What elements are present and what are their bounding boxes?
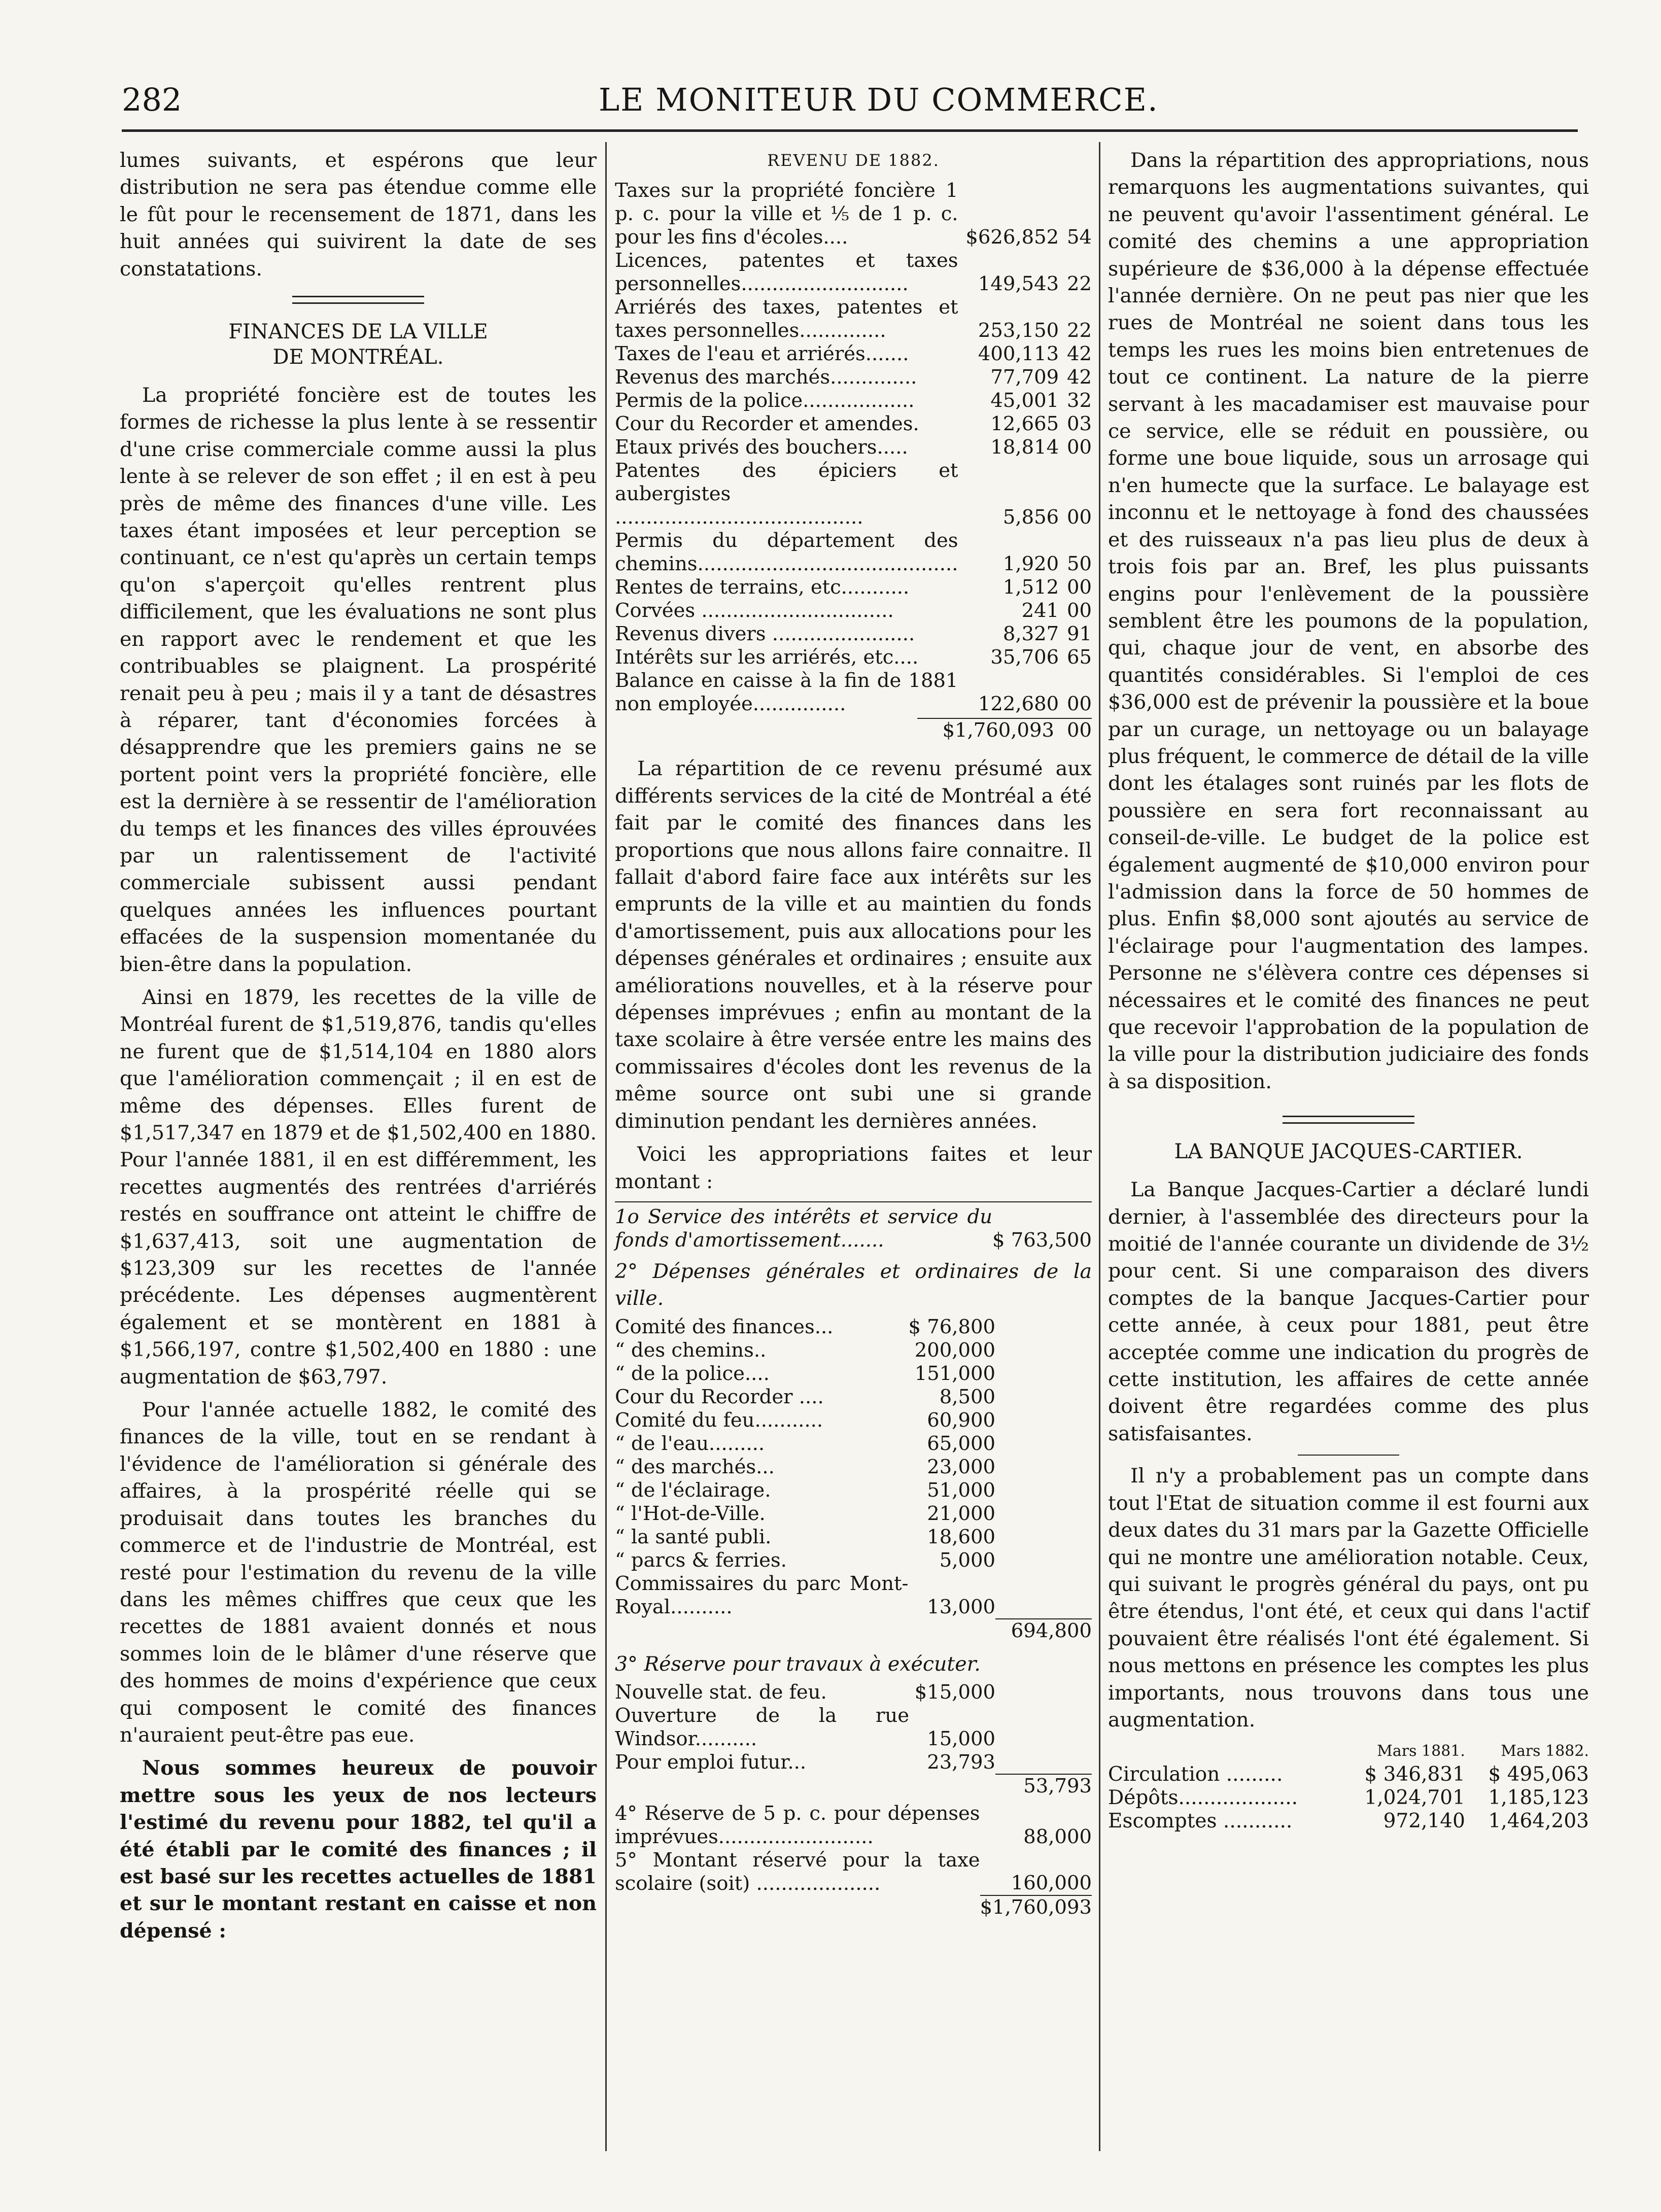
revenue-row (615, 576, 1092, 599)
revenue-amount: 253,150 (978, 319, 1059, 342)
revenue-row (615, 599, 1092, 623)
revenue-amount: 1,920 (1002, 552, 1059, 576)
empty-cell (995, 1316, 1092, 1339)
bank-value-1882: 1,464,203 (1488, 1810, 1589, 1833)
appropriation-amount: 23,793 (927, 1751, 995, 1774)
column-divider-2 (1099, 142, 1100, 2151)
revenue-amount: 1,512 (1002, 576, 1059, 599)
revenue-row (615, 296, 1092, 342)
revenue-title: REVENU DE 1882. (767, 151, 940, 170)
empty-cell (995, 1456, 1092, 1479)
appropriation-amount: 65,000 (927, 1432, 995, 1455)
s4-amount: 88,000 (1023, 1825, 1092, 1849)
col1-intro: lumes suivants, et espérons que leur distribution ne sera pas étendue comme elle le fût pour le recensement de 1871, dans les huit années qui suivirent la date de ses constatations. (120, 149, 597, 281)
bank-title: LA BANQUE JACQUES-CARTIER. (1174, 1140, 1523, 1164)
appropriation-amount: $15,000 (914, 1681, 995, 1704)
col3-paragraph-3: Il n'y a probablement pas un compte dans tout l'Etat de situation comme il est fourni aux deux dates du 31 mars par la Gazette Officielle qui ne montre une amélioration notable. Ceux, qui suivant le progrès général du pays, ont pu être étendus, l'ont été, et ceux qui dans l'actif pouvaient être réalisés l'ont été également. Si nous mettons en présence les comptes les plus importants, nous trouvons dans tous une augmentation. (1108, 1464, 1589, 1732)
s2-label: 2° Dépenses générales et ordinaires de la ville. (615, 1259, 1092, 1310)
revenue-label: Corvées ............................... (615, 599, 894, 623)
appropriation-row (615, 1502, 1092, 1526)
appropriation-label: “ parcs & ferries. (615, 1548, 787, 1572)
revenue-label: Taxes sur la propriété foncière 1 p. c. pour la ville et ⅕ de 1 p. c. pour les fins d'écoles.... (615, 179, 958, 249)
revenue-label: Permis de la police.................. (615, 389, 915, 412)
appropriation-amount: 51,000 (927, 1478, 995, 1502)
appropriation-label: “ l'Hot-de-Ville. (615, 1502, 766, 1525)
bank-value-1882: 1,185,123 (1488, 1786, 1589, 1810)
s1-label: 1o Service des intérêts et service du fonds d'amortissement....... (615, 1205, 993, 1252)
finances-title (120, 319, 597, 370)
appropriation-label: “ de l'éclairage. (615, 1478, 771, 1502)
appropriation-row (615, 1549, 1092, 1572)
appropriation-row (615, 1386, 1092, 1409)
revenue-label: Etaux privés des bouchers..... (615, 436, 908, 459)
empty-cell (995, 1339, 1092, 1362)
appropriation-amount: 23,000 (927, 1455, 995, 1478)
revenue-amount: 122,680 (978, 693, 1059, 716)
revenue-total-cents: 00 (1054, 718, 1092, 742)
appropriations-s1 (615, 1205, 1092, 1252)
empty-cell (995, 1479, 1092, 1502)
appropriation-amount: 21,000 (927, 1502, 995, 1525)
revenue-cents: 42 (1067, 366, 1092, 389)
revenue-cents: 65 (1067, 646, 1092, 669)
revenue-row (615, 179, 1092, 249)
revenue-amount: 35,706 (990, 646, 1059, 669)
appropriation-amount: $ 76,800 (908, 1315, 995, 1338)
bank-row-label: Dépôts................... (1108, 1786, 1298, 1810)
revenue-amount: 400,113 (978, 342, 1059, 366)
revenue-label: Revenus divers ....................... (615, 623, 915, 646)
appropriation-row (615, 1479, 1092, 1502)
empty-cell (995, 1526, 1092, 1549)
column-divider-1 (605, 142, 607, 2151)
empty-cell (995, 1502, 1092, 1526)
empty-cell (995, 1572, 1092, 1619)
col3-paragraph-1: Dans la répartition des appropriations, nous remarquons les augmentations suivantes, qui ne peuvent qu'avoir l'assentiment général. Le comité des chemins a une appropriation supérieure de $36,000 à la dépense effectuée l'année dernière. On ne peut pas nier que les rues de Montréal ne soient dans tous les temps les rues les moins bien entretenues de tout ce continent. La nature de la pierre servant à les macadamiser est mauvaise pour ce service, elle se réduit en poussière, ou forme une boue liquide, sous un arrosage qui n'en humecte que la surface. Le balayage est inconnu et le nettoyage à fond des chaussées et des ruisseaux n'a pas lieu plus de deux à trois fois par an. Bref, les plus puissants engins pour l'enlèvement de la poussière semblent être les poumons de la population, qui, chaque jour de vent, en absorbe des quantités considérables. Si l'emploi de ces $36,000 est de prévenir la poussière et la boue par un curage, un nettoyage ou un balayage plus fréquent, le commerce de détail de la ville dont les étalages sont ruinés par les flots de poussière en sera fort reconnaissant au conseil-de-ville. Le budget de la police est également augmenté de $10,000 environ pour l'admission dans la force de 50 hommes de plus. Enfin $8,000 sont ajoutés au service de l'éclairage pour l'augmentation des lampes. Personne ne s'élèvera contre ces dépenses si nécessaires et le comité des finances ne peut que recevoir l'approbation de la population de la ville pour la distribution judiciaire des fonds à sa disposition. (1108, 149, 1589, 1093)
revenue-label: Revenus des marchés.............. (615, 366, 917, 389)
revenue-amount: 5,856 (1002, 506, 1059, 529)
revenue-label: Balance en caisse à la fin de 1881 non employée............... (615, 669, 958, 716)
appropriation-amount: 151,000 (914, 1362, 995, 1385)
bank-value-1882: $ 495,063 (1488, 1763, 1589, 1786)
appropriation-label: “ de l'eau......... (615, 1432, 765, 1455)
appropriation-label: Comité des finances... (615, 1315, 834, 1338)
bank-head-1881: Mars 1881. (1377, 1742, 1465, 1760)
appropriation-label: Comité du feu........... (615, 1408, 823, 1432)
appropriation-label: Commissaires du parc Mont-Royal.......... (615, 1572, 909, 1618)
revenue-amount: 12,665 (990, 412, 1059, 436)
appropriation-row (615, 1704, 1092, 1751)
empty-cell (995, 1432, 1092, 1456)
revenue-cents: 00 (1067, 693, 1092, 716)
empty-cell (995, 1681, 1092, 1704)
revenue-label: Permis du département des chemins.......................................... (615, 529, 958, 576)
appropriation-row (615, 1456, 1092, 1479)
grand-total: $1,760,093 (980, 1896, 1092, 1919)
empty-cell (995, 1362, 1092, 1386)
appropriation-row (615, 1409, 1092, 1432)
s1-amount: $ 763,500 (992, 1228, 1092, 1252)
revenue-cents: 00 (1067, 506, 1092, 529)
appropriation-label: “ des marchés... (615, 1455, 775, 1478)
appropriations-rule (615, 1201, 1092, 1202)
appropriation-row (615, 1751, 1092, 1774)
revenue-cents: 22 (1067, 272, 1092, 296)
revenue-row (615, 623, 1092, 646)
column-3 (1108, 147, 1589, 1833)
revenue-row (615, 342, 1092, 366)
revenue-amount: 77,709 (990, 366, 1059, 389)
empty-cell (995, 1386, 1092, 1409)
appropriation-label: Nouvelle stat. de feu. (615, 1681, 827, 1704)
col2-paragraph-2: Voici les appropriations faites et leur montant : (615, 1143, 1092, 1193)
column-2 (615, 147, 1092, 1919)
header-rule (122, 129, 1578, 132)
revenue-row (615, 366, 1092, 389)
appropriation-amount: 18,600 (927, 1525, 995, 1548)
s2-total: 694,800 (995, 1619, 1092, 1643)
col3-paragraph-2: La Banque Jacques-Cartier a déclaré lundi dernier, à l'assemblée des directeurs pour la moitié de l'année courante un dividende de 3½ pour cent. Si une comparaison des divers comptes de la banque Jacques-Cartier pour cette année, à ceux pour 1881, peut être acceptée comme une indication du progrès de cette institution, les affaires de cette année doivent être regardées comme des plus satisfaisantes. (1108, 1178, 1589, 1445)
s5-label: 5° Montant réservé pour la taxe scolaire (soit) .................... (615, 1849, 980, 1895)
appropriation-amount: 200,000 (914, 1338, 995, 1362)
empty-cell (995, 1704, 1092, 1751)
appropriation-amount: 13,000 (927, 1595, 995, 1618)
appropriation-label: Ouverture de la rue Windsor.......... (615, 1704, 909, 1751)
appropriation-row (615, 1681, 1092, 1704)
bank-row-label: Circulation ......... (1108, 1763, 1283, 1786)
bank-row-label: Escomptes ........... (1108, 1810, 1293, 1833)
revenue-cents: 00 (1067, 436, 1092, 459)
appropriation-label: Cour du Recorder .... (615, 1385, 824, 1408)
appropriations-s4-s5 (615, 1802, 1092, 1919)
masthead: LE MONITEUR DU COMMERCE. (599, 81, 1159, 118)
revenue-label: Rentes de terrains, etc........... (615, 576, 910, 599)
revenue-row (615, 249, 1092, 296)
appropriation-label: “ des chemins.. (615, 1338, 767, 1362)
revenue-row (615, 459, 1092, 529)
bank-row (1108, 1763, 1589, 1786)
revenue-cents: 54 (1067, 226, 1092, 249)
revenue-amount: 18,814 (990, 436, 1059, 459)
revenue-label: Licences, patentes et taxes personnelles........................... (615, 249, 958, 296)
empty-cell (995, 1751, 1092, 1774)
column-1 (120, 147, 597, 1951)
col2-paragraph-1: La répartition de ce revenu présumé aux différents services de la cité de Montréal a été fait par le comité des finances dans les proportions que nous allons faire connaitre. Il fallait d'abord faire face aux intérêts sur les emprunts de la ville et au maintien du fonds d'amortissement, puis aux allocations pour les dépenses générales et ordinaires ; ensuite aux améliorations nouvelles, et à la réserve pour dépenses imprévues ; enfin au montant de la taxe scolaire à être versée entre les mains des commissaires d'écoles dont les revenus de la même source ont subi une si grande diminution pendant les dernières années. (615, 757, 1092, 1133)
revenue-label: Patentes des épiciers et aubergistes ........................................ (615, 459, 958, 529)
short-rule (1298, 1455, 1399, 1456)
empty-cell (995, 1549, 1092, 1572)
revenue-row (615, 529, 1092, 576)
col1-paragraph-2: Ainsi en 1879, les recettes de la ville de Montréal furent de $1,519,876, tandis qu'elles ne furent que de $1,514,104 en 1880 alors que l'amélioration commençait ; il en est de même des dépenses. Elles furent de $1,517,347 en 1879 et de $1,502,400 en 1880. Pour l'année 1881, il en est différemment, les recettes augmentés des rentrées d'arriérés restés en souffrance ont atteint le chiffre de $1,637,413, soit une augmentation de $123,309 sur les recettes de l'année précédente. Les dépenses augmentèrent également et se montèrent en 1881 à $1,566,197, contre $1,502,400 en 1880 : une augmentation de $63,797. (120, 985, 597, 1389)
revenue-total-table (615, 718, 1092, 742)
revenue-row (615, 412, 1092, 436)
appropriations-s2 (615, 1316, 1092, 1643)
col1-paragraph-1: La propriété foncière est de toutes les formes de richesse la plus lente à se ressentir d'une crise commerciale comme aussi la plus lente à se relever de son effet ; il en est à peu près de même des finances d'une ville. Les taxes étant imposées et leur perception se continuant, ce n'est qu'après un certain temps qu'on s'aperçoit qu'elles rentrent plus difficilement, que les évaluations ne sont plus en rapport avec le rendement et que les contribuables se plaignent. La prospérité renait peu à peu ; mais il y a tant de désastres à réparer, tant d'économies forcées à désapprendre que les premiers gains ne se portent point vers la propriété foncière, elle est la dernière à se ressentir de l'amélioration du temps et les finances des villes éprouvées par un ralentissement de l'activité commerciale subissent aussi pendant quelques années les influences pourtant effacées de la suspension momentanée du bien-être dans la population. (120, 384, 597, 976)
revenue-amount: 241 (1021, 599, 1059, 623)
bank-head-1882: Mars 1882. (1501, 1742, 1589, 1760)
col1-paragraph-3: Pour l'année actuelle 1882, le comité des finances de la ville, tout en se rendant à l'évidence de l'amélioration si générale des affaires, à la prospérité réelle qui se produisait dans toutes les branches du commerce et de l'industrie de Montréal, est resté pour l'estimation du revenu de la ville dans les mêmes chiffres que ceux que les recettes de 1881 avaient donnés et nous sommes loin de le blâmer d'une réserve que des hommes de moins d'expérience que ceux qui composent le comité des finances n'auraient peut-être pas eue. (120, 1398, 597, 1747)
section-divider-2 (1283, 1116, 1414, 1124)
appropriation-amount: 15,000 (927, 1727, 995, 1751)
revenue-amount: 149,543 (978, 272, 1059, 296)
revenue-label: Arriérés des taxes, patentes et taxes personnelles.............. (615, 296, 958, 342)
finances-title-line2: DE MONTRÉAL. (272, 345, 444, 369)
s4-label: 4° Réserve de 5 p. c. pour dépenses imprévues......................... (615, 1802, 980, 1849)
revenue-row (615, 669, 1092, 716)
revenue-amount: 45,001 (990, 389, 1059, 412)
revenue-cents: 00 (1067, 599, 1092, 623)
appropriation-row (615, 1432, 1092, 1456)
revenue-row (615, 646, 1092, 669)
bank-value-1881: 1,024,701 (1364, 1786, 1465, 1810)
page-number: 282 (122, 81, 182, 118)
appropriation-amount: 60,900 (927, 1408, 995, 1432)
revenue-label: Intérêts sur les arriérés, etc.... (615, 646, 919, 669)
appropriation-amount: 5,000 (939, 1548, 995, 1572)
revenue-total: $1,760,093 (917, 718, 1054, 742)
revenue-cents: 00 (1067, 576, 1092, 599)
appropriation-row (615, 1572, 1092, 1619)
appropriation-row (615, 1339, 1092, 1362)
col1-paragraph-4: Nous sommes heureux de pouvoir mettre sous les yeux de nos lecteurs l'estimé du revenu pour 1882, tel qu'il a été établi par le comité des finances ; il est basé sur les recettes actuelles de 1881 et sur le montant restant en caisse et non dépensé : (120, 1756, 597, 1943)
revenue-cents: 32 (1067, 389, 1092, 412)
appropriation-row (615, 1362, 1092, 1386)
s3-label: 3° Réserve pour travaux à exécuter. (615, 1652, 981, 1676)
revenue-cents: 42 (1067, 342, 1092, 366)
bank-value-1881: 972,140 (1383, 1810, 1465, 1833)
empty-cell (995, 1409, 1092, 1432)
revenue-table (615, 179, 1092, 716)
revenue-label: Taxes de l'eau et arriérés....... (615, 342, 909, 366)
appropriation-label: “ la santé publi. (615, 1525, 772, 1548)
revenue-row (615, 436, 1092, 459)
appropriations-s3 (615, 1681, 1092, 1798)
bank-row (1108, 1786, 1589, 1810)
s5-amount: 160,000 (1011, 1872, 1092, 1895)
revenue-cents: 03 (1067, 412, 1092, 436)
section-divider (292, 296, 424, 304)
appropriation-row (615, 1316, 1092, 1339)
bank-value-1881: $ 346,831 (1364, 1763, 1465, 1786)
revenue-cents: 22 (1067, 319, 1092, 342)
revenue-cents: 91 (1067, 623, 1092, 646)
bank-comparison-table (1108, 1740, 1589, 1833)
revenue-amount: $626,852 (965, 226, 1059, 249)
revenue-amount: 8,327 (1002, 623, 1059, 646)
revenue-label: Cour du Recorder et amendes. (615, 412, 919, 436)
appropriation-label: “ de la police.... (615, 1362, 770, 1385)
s3-total: 53,793 (995, 1774, 1092, 1798)
appropriation-label: Pour emploi futur... (615, 1751, 807, 1774)
appropriation-row (615, 1526, 1092, 1549)
revenue-cents: 50 (1067, 552, 1092, 576)
finances-title-line1: FINANCES DE LA VILLE (228, 320, 488, 344)
appropriation-amount: 8,500 (939, 1385, 995, 1408)
bank-row (1108, 1810, 1589, 1833)
revenue-row (615, 389, 1092, 412)
